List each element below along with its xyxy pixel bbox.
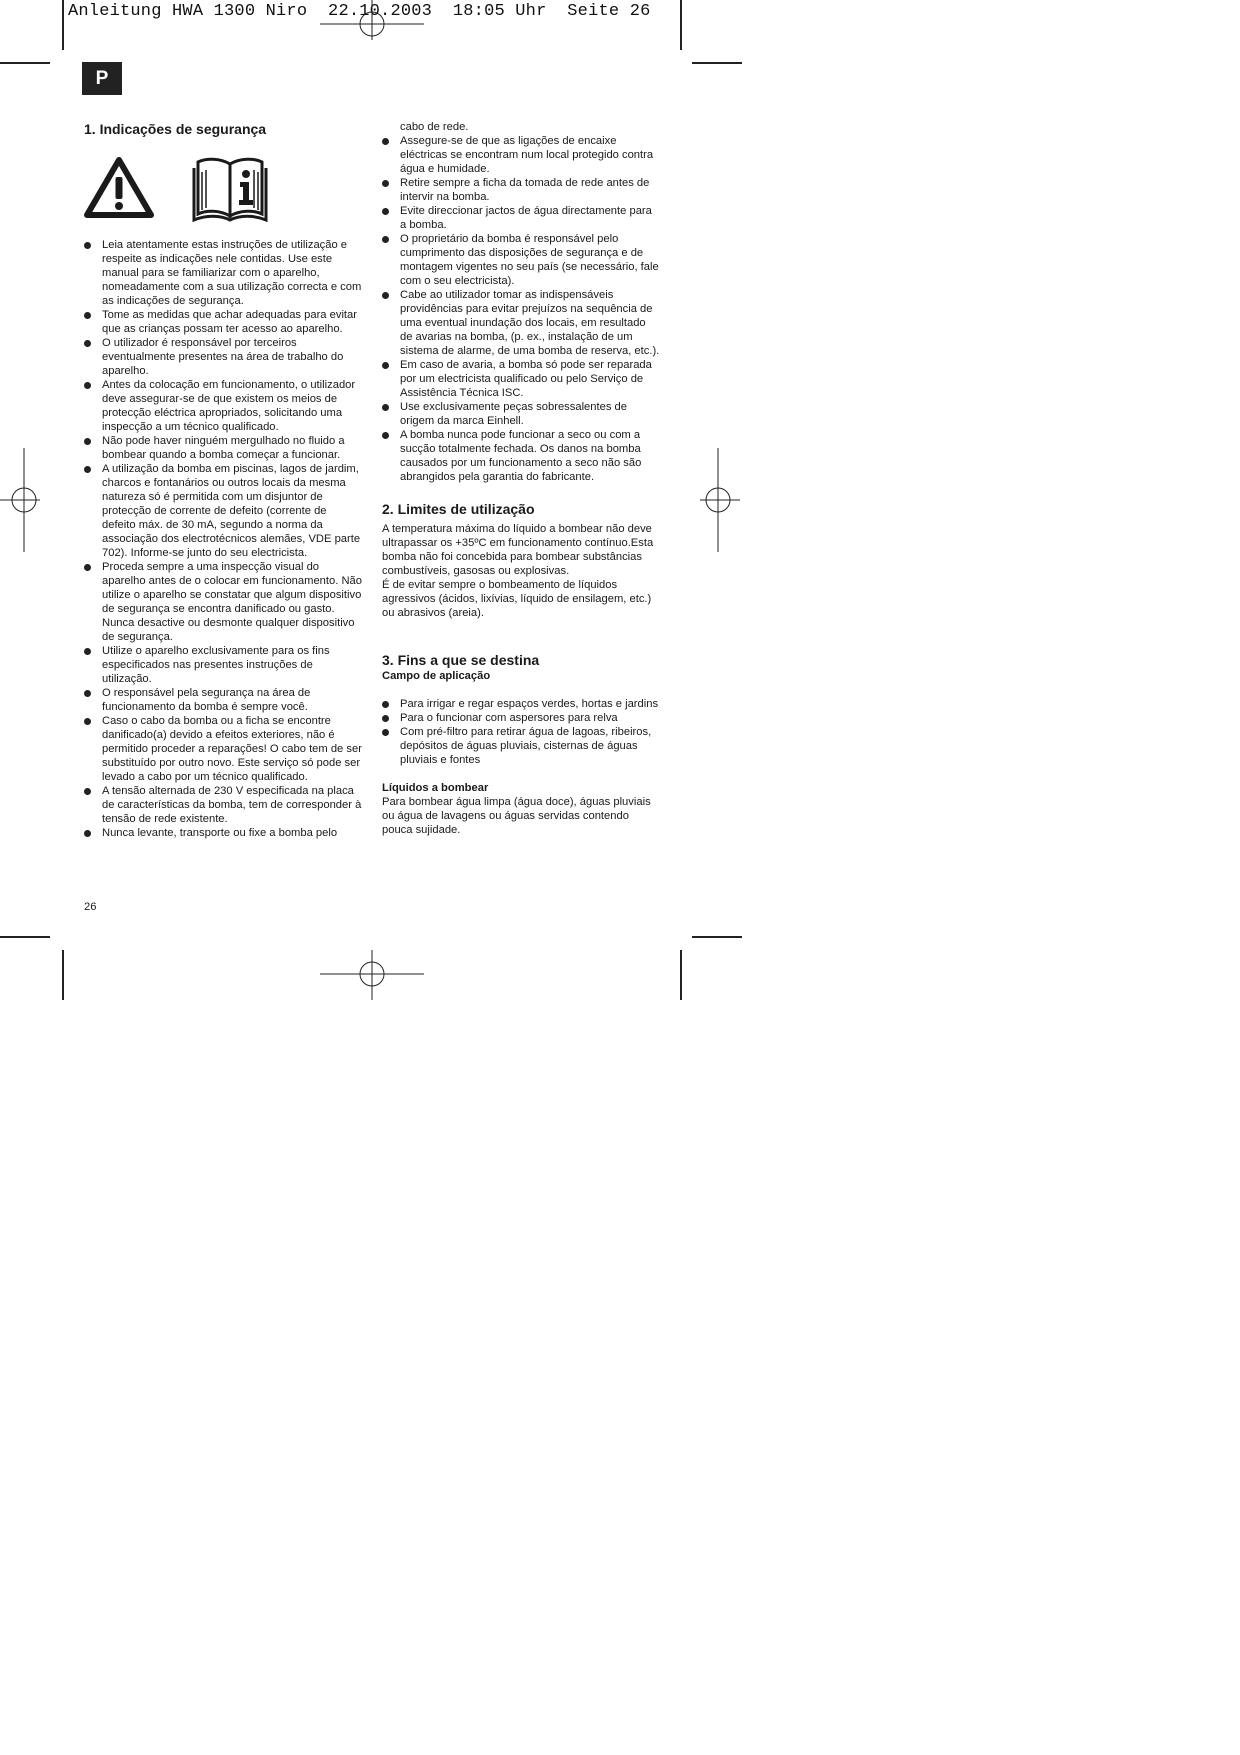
list-item: Cabe ao utilizador tomar as indispensáveis providências para evitar prejuízos na sequência de uma eventual inundação dos locais, em resultado de avarias na bomba, (p. ex., instalação de um sistema de alarme, de uma bomba de reserva, etc.). [382, 288, 660, 358]
page-number: 26 [84, 901, 97, 913]
safety-icons [84, 150, 362, 226]
registration-mark-top [320, 0, 424, 40]
list-item: A tensão alternada de 230 V especificada na placa de características da bomba, tem de corresponder à tensão de rede existente. [84, 784, 362, 826]
list-item: Proceda sempre a uma inspecção visual do aparelho antes de o colocar em funcionamento. Não utilize o aparelho se constatar que algum dispositivo de segurança se encontra danificado ou gasto. Nunca desactive ou desmonte qualquer dispositivo de segurança. [84, 560, 362, 644]
list-item: Nunca levante, transporte ou fixe a bomba pelo [84, 826, 362, 840]
right-column [382, 120, 660, 837]
list-item-continuation: cabo de rede. [400, 121, 469, 133]
registration-mark-bottom [320, 950, 424, 1000]
list-item: Retire sempre a ficha da tomada de rede antes de intervir na bomba. [382, 176, 660, 204]
language-badge: P [82, 62, 122, 95]
warning-triangle-icon [84, 157, 154, 219]
list-item: Tome as medidas que achar adequadas para evitar que as crianças possam ter acesso ao aparelho. [84, 308, 362, 336]
section-3-title: 3. Fins a que se destina [382, 652, 540, 668]
crop-mark [680, 950, 682, 1000]
crop-mark [0, 936, 50, 938]
list-item: O proprietário da bomba é responsável pelo cumprimento das disposições de segurança e de montagem vigentes no seu país (se necessário, fale com o seu electricista). [382, 232, 660, 288]
crop-mark [62, 0, 64, 50]
application-list [382, 697, 660, 767]
list-item: Em caso de avaria, a bomba só pode ser reparada por um electricista qualificado ou pelo Serviço de Assistência Técnica ISC. [382, 358, 660, 400]
liquids-paragraph: Para bombear água limpa (água doce), águas pluviais ou água de lavagens ou águas servidas contendo pouca sujidade. [382, 796, 651, 836]
list-item: Caso o cabo da bomba ou a ficha se encontre danificado(a) devido a efeitos exteriores, não é permitido proceder a reparações! O cabo tem de ser substituído por outro novo. Este serviço só pode ser levado a cabo por um técnico qualificado. [84, 714, 362, 784]
crop-mark [680, 0, 682, 50]
list-item: Para irrigar e regar espaços verdes, hortas e jardins [382, 697, 660, 711]
list-item: Antes da colocação em funcionamento, o utilizador deve assegurar-se de que existem os meios de protecção eléctrica apropriados, solicitando uma inspecção a um técnico qualificado. [84, 378, 362, 434]
list-item: O utilizador é responsável por terceiros eventualmente presentes na área de trabalho do aparelho. [84, 336, 362, 378]
list-item: Assegure-se de que as ligações de encaixe eléctricas se encontram num local protegido contra água e humidade. [382, 134, 660, 176]
crop-mark [692, 62, 742, 64]
list-item: Para o funcionar com aspersores para relva [382, 711, 660, 725]
registration-mark-right [700, 448, 740, 552]
list-item: Evite direccionar jactos de água directamente para a bomba. [382, 204, 660, 232]
liquids-subtitle: Líquidos a bombear [382, 782, 489, 794]
list-item: O responsável pela segurança na área de funcionamento da bomba é sempre você. [84, 686, 362, 714]
safety-list-right [382, 134, 660, 484]
section-2-paragraph: A temperatura máxima do líquido a bombear não deve ultrapassar os +35ºC em funcionamento contínuo.Esta bomba não foi concebida para bombear substâncias combustíveis, gasosas ou explosivas. [382, 523, 654, 577]
list-item: A bomba nunca pode funcionar a seco ou com a sucção totalmente fechada. Os danos na bomba causados por um funcionamento a seco não são abrangidos pela garantia do fabricante. [382, 428, 660, 484]
crop-mark [62, 950, 64, 1000]
section-1-title: 1. Indicações de segurança [84, 121, 267, 137]
list-item: Utilize o aparelho exclusivamente para os fins especificados nas presentes instruções de utilização. [84, 644, 362, 686]
list-item: Com pré-filtro para retirar água de lagoas, ribeiros, depósitos de águas pluviais, cisternas de águas pluviais e fontes [382, 725, 660, 767]
section-2-title: 2. Limites de utilização [382, 501, 535, 517]
list-item: Use exclusivamente peças sobressalentes de origem da marca Einhell. [382, 400, 660, 428]
section-2-paragraph: É de evitar sempre o bombeamento de líquidos agressivos (ácidos, lixívias, líquido de ensilagem, etc.) ou abrasivos (areia). [382, 579, 652, 619]
left-column [84, 120, 362, 840]
section-3-subtitle: Campo de aplicação [382, 670, 491, 682]
list-item: Não pode haver ninguém mergulhado no fluido a bombear quando a bomba começar a funcionar. [84, 434, 362, 462]
crop-mark [692, 936, 742, 938]
crop-mark [0, 62, 50, 64]
list-item: A utilização da bomba em piscinas, lagos de jardim, charcos e fontanários ou outros locais da mesma natureza só é permitida com um disjuntor de protecção de corrente de defeito (corrente de defeito máx. de 30 mA, segundo a norma da associação dos electrotécnicos alemães, VDE parte 702). Informe-se junto do seu electricista. [84, 462, 362, 560]
safety-list-left [84, 238, 362, 840]
print-slug: Anleitung HWA 1300 Niro 22.10.2003 18:05 Uhr Seite 26 [68, 2, 651, 21]
list-item: Leia atentamente estas instruções de utilização e respeite as indicações nele contidas. Use este manual para se familiarizar com o aparelho, nomeadamente com a sua utilização correcta e com as indicações de segurança. [84, 238, 362, 308]
registration-mark-left [0, 448, 40, 552]
manual-book-info-icon [192, 154, 268, 222]
